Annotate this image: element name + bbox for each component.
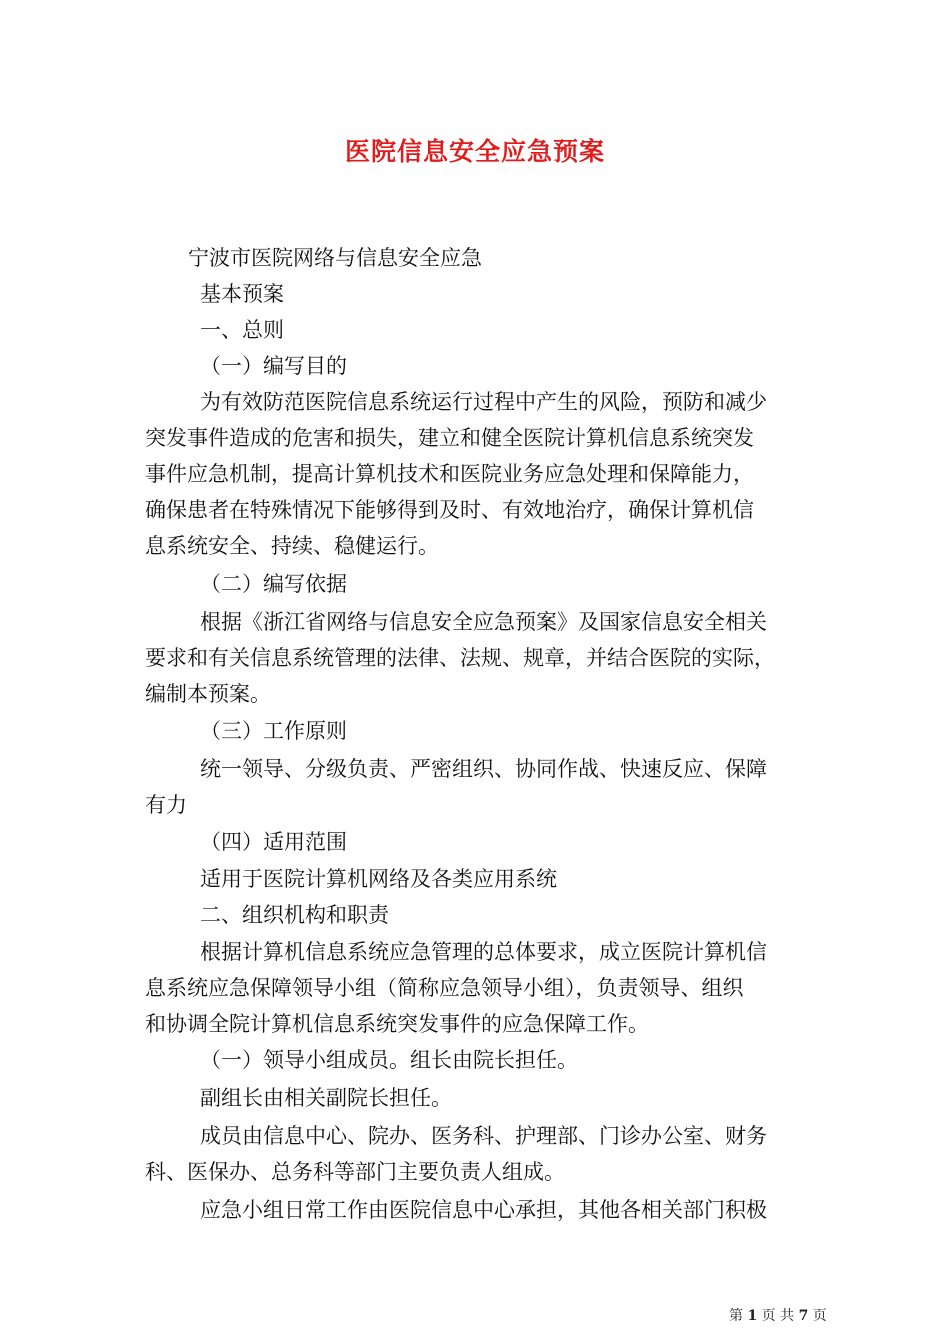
footer-prefix: 第 — [729, 1308, 743, 1324]
text-line: 根据《浙江省网络与信息安全应急预案》及国家信息安全相关 — [200, 610, 767, 634]
subsection-heading: （二）编写依据 — [200, 572, 347, 596]
text-line: 突发事件造成的危害和损失，建立和健全医院计算机信息系统突发 — [145, 426, 754, 450]
section-heading: 一、总则 — [200, 318, 284, 342]
current-page-number: 1 — [747, 1308, 758, 1324]
text-line: 要求和有关信息系统管理的法律、法规、规章，并结合医院的实际， — [145, 646, 775, 670]
section-heading: 二、组织机构和职责 — [200, 903, 389, 927]
text-line: 宁波市医院网络与信息安全应急 — [188, 246, 482, 270]
document-title: 医院信息安全应急预案 — [344, 137, 605, 166]
text-line: 有力 — [145, 793, 187, 817]
text-line: 适用于医院计算机网络及各类应用系统 — [200, 867, 557, 891]
subsection-heading: （四）适用范围 — [200, 830, 347, 854]
text-line: 科、医保办、总务科等部门主要负责人组成。 — [145, 1160, 565, 1184]
subsection-heading: （一）领导小组成员。组长由院长担任。 — [200, 1048, 578, 1072]
page-number-footer — [729, 1305, 827, 1325]
text-line: 成员由信息中心、院办、医务科、护理部、门诊办公室、财务 — [200, 1124, 767, 1148]
subsection-heading: （三）工作原则 — [200, 719, 347, 743]
text-line: 确保患者在特殊情况下能够得到及时、有效地治疗，确保计算机信 — [145, 498, 754, 522]
text-line: 息系统安全、持续、稳健运行。 — [145, 534, 439, 558]
text-line: 基本预案 — [200, 282, 284, 306]
text-line: 息系统应急保障领导小组（简称应急领导小组），负责领导、组织 — [145, 976, 744, 1000]
footer-suffix: 页 — [812, 1308, 827, 1324]
text-line: 编制本预案。 — [145, 682, 271, 706]
text-line: 副组长由相关副院长担任。 — [200, 1086, 452, 1110]
footer-middle: 页 共 — [761, 1308, 795, 1324]
total-page-number: 7 — [798, 1308, 809, 1324]
text-line: 应急小组日常工作由医院信息中心承担，其他各相关部门积极 — [200, 1198, 767, 1222]
text-line: 为有效防范医院信息系统运行过程中产生的风险，预防和减少 — [200, 390, 767, 414]
text-line: 统一领导、分级负责、严密组织、协同作战、快速反应、保障 — [200, 757, 767, 781]
text-line: 根据计算机信息系统应急管理的总体要求，成立医院计算机信 — [200, 940, 767, 964]
text-line: 事件应急机制，提高计算机技术和医院业务应急处理和保障能力， — [145, 462, 754, 486]
text-line: 和协调全院计算机信息系统突发事件的应急保障工作。 — [145, 1012, 649, 1036]
subsection-heading: （一）编写目的 — [200, 354, 347, 378]
